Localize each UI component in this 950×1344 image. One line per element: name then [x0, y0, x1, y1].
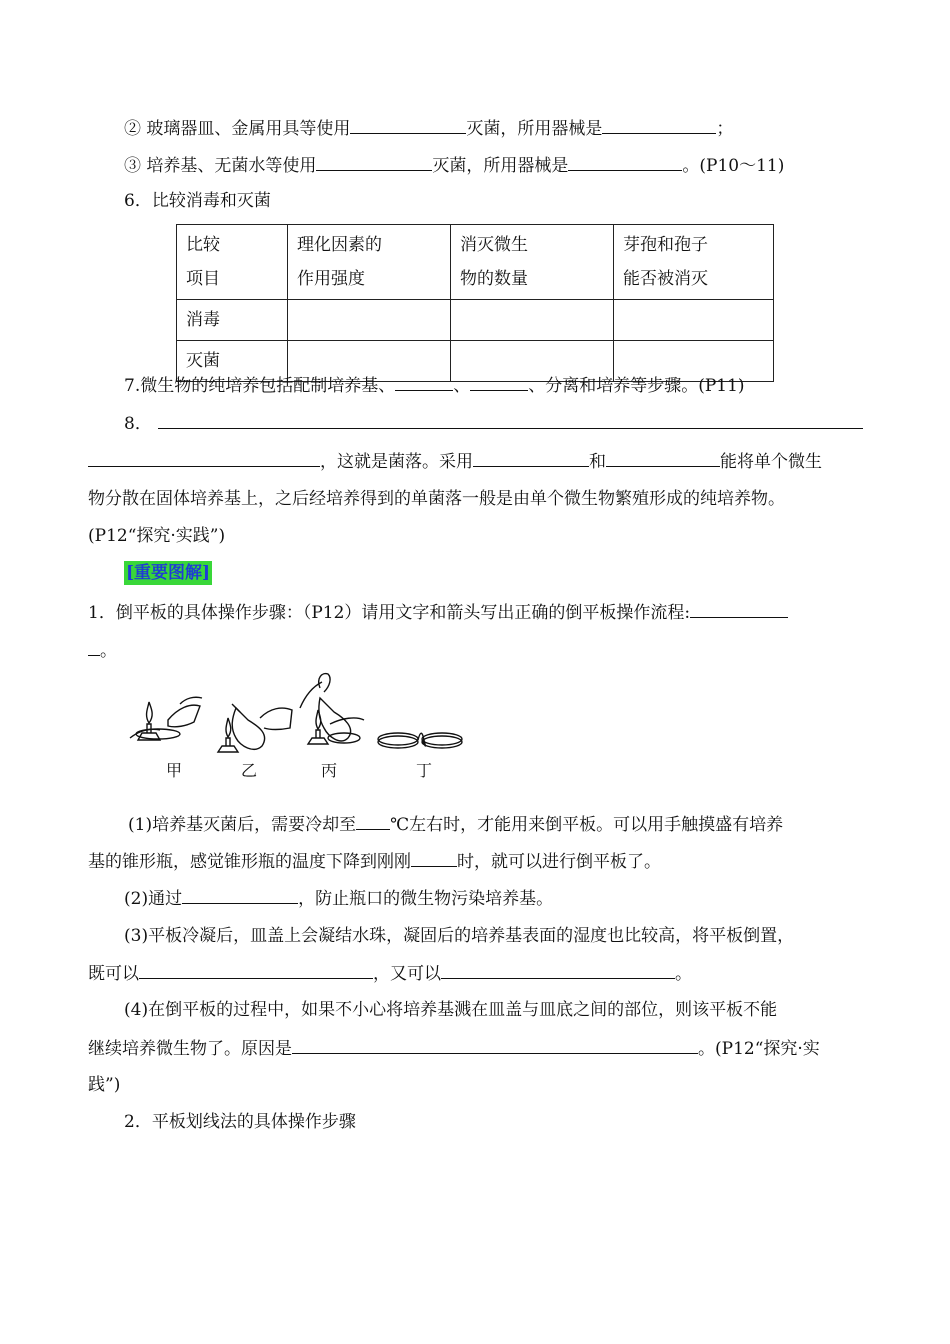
para-3-line-1: (3)平板冷凝后，皿盖上会凝结水珠，凝固后的培养基表面的湿度也比较高，将平板倒置， [124, 926, 795, 946]
table-header-cell: 比较 项目 [177, 225, 288, 300]
para-2-text-b: ，防止瓶口的微生物污染培养基。 [298, 889, 554, 909]
figure-question-line-1 [88, 600, 788, 625]
para-4-text-b: 继续培养微生物了。原因是 [88, 1039, 292, 1059]
para-3-text-d: 。 [675, 964, 692, 984]
step-yi-illustration [218, 704, 292, 752]
item-2-line [124, 116, 733, 141]
answer-blank[interactable] [411, 849, 457, 867]
answer-blank[interactable] [316, 153, 432, 171]
item-2-text: ② 玻璃器皿、金属用具等使用 [124, 119, 351, 139]
answer-blank[interactable] [139, 961, 373, 979]
item-3-text-c: 。(P10～11) [682, 156, 785, 176]
table-cell[interactable] [451, 300, 614, 341]
table-cell[interactable] [288, 300, 451, 341]
question-7-sep: 、 [453, 376, 471, 396]
table-header-cell: 芽孢和孢子 能否被消灭 [614, 225, 774, 300]
para-4-text-c: 。(P12“探究·实 [698, 1039, 820, 1059]
question-8-line-3: 物分散在固体培养基上，之后经培养得到的单菌落一般是由单个微生物繁殖形成的纯培养物。 [88, 489, 785, 509]
para-1-line-2 [88, 849, 661, 874]
para-4-line-3: 践”) [88, 1075, 121, 1095]
figure-question-end: 。 [100, 641, 117, 661]
question-8-text-b: 和 [589, 452, 606, 472]
table-cell[interactable] [614, 300, 774, 341]
question-8-number: 8． [124, 414, 152, 434]
para-2 [124, 886, 553, 911]
question-8-line-4: (P12“探究·实践”) [88, 526, 226, 546]
para-3-text-c: ，又可以 [373, 964, 441, 984]
answer-blank[interactable] [441, 961, 675, 979]
figure-label-jia: 甲 [166, 761, 183, 780]
table-header-cell: 消灭微生 物的数量 [451, 225, 614, 300]
table-header-cell: 理化因素的 作用强度 [288, 225, 451, 300]
step-ding-illustration [378, 733, 462, 748]
table-header-row [177, 225, 774, 300]
para-1-text-d: 时，就可以进行倒平板了。 [457, 852, 661, 872]
para-1-text-a: (1)培养基灭菌后，需要冷却至 [128, 815, 357, 835]
para-1-line-1 [128, 812, 783, 837]
item-2-text-c: ； [716, 119, 734, 139]
answer-blank[interactable] [470, 373, 528, 391]
item-3-text-b: 灭菌，所用器械是 [432, 156, 569, 176]
figure-label-bing: 丙 [321, 761, 338, 780]
para-1-text-c: 基的锥形瓶，感觉锥形瓶的温度下降到刚刚 [88, 852, 411, 872]
answer-blank[interactable] [395, 373, 453, 391]
answer-blank[interactable] [182, 886, 298, 904]
figure-label-ding: 丁 [416, 761, 433, 780]
table-row-label: 灭菌 [177, 341, 288, 382]
table-row [177, 300, 774, 341]
para-4-line-1: (4)在倒平板的过程中，如果不小心将培养基溅在皿盖与皿底之间的部位，则该平板不能 [124, 1000, 778, 1020]
comparison-table [176, 224, 774, 382]
answer-blank[interactable] [356, 812, 390, 830]
table-row-label: 消毒 [177, 300, 288, 341]
para-3-text-b: 既可以 [88, 964, 139, 984]
question-8-text-a: ，这就是菌落。采用 [320, 452, 473, 472]
item-3-line [124, 153, 784, 178]
question-7-text-c: 、分离和培养等步骤。(P11) [528, 376, 745, 396]
answer-blank[interactable] [292, 1036, 698, 1054]
answer-blank[interactable] [568, 153, 682, 171]
answer-blank[interactable] [602, 116, 716, 134]
figure-question-text: 1．倒平板的具体操作步骤：（P12）请用文字和箭头写出正确的倒平板操作流程: [88, 603, 691, 623]
question-2-heading: 2．平板划线法的具体操作步骤 [124, 1112, 356, 1132]
answer-blank[interactable] [473, 449, 589, 467]
question-8-line-1 [124, 411, 863, 436]
para-2-text-a: (2)通过 [124, 889, 183, 909]
question-8-text-c: 能将单个微生 [720, 452, 822, 472]
answer-blank[interactable] [350, 116, 466, 134]
item-2-text-b: 灭菌，所用器械是 [466, 119, 603, 139]
answer-blank[interactable] [88, 449, 320, 467]
para-4-line-2 [88, 1036, 820, 1061]
question-7 [124, 373, 745, 398]
question-8-line-2 [88, 449, 822, 474]
question-7-text: 7.微生物的纯培养包括配制培养基、 [124, 376, 396, 396]
answer-blank[interactable] [158, 411, 863, 429]
question-6: 6．比较消毒和灭菌 [124, 191, 271, 211]
answer-blank[interactable] [88, 638, 100, 656]
figure-label-yi: 乙 [241, 761, 258, 780]
answer-blank[interactable] [606, 449, 720, 467]
section-title: [重要图解] [126, 563, 211, 583]
figure-question-line-2 [88, 638, 117, 663]
para-1-text-b: ℃左右时，才能用来倒平板。可以用手触摸盛有培养 [390, 815, 784, 835]
answer-blank[interactable] [690, 600, 788, 618]
step-jia-illustration [130, 697, 202, 740]
para-3-line-2 [88, 961, 692, 986]
pour-plate-figure [120, 668, 470, 758]
item-3-text: ③ 培养基、无菌水等使用 [124, 156, 317, 176]
step-bing-illustration [300, 674, 364, 744]
